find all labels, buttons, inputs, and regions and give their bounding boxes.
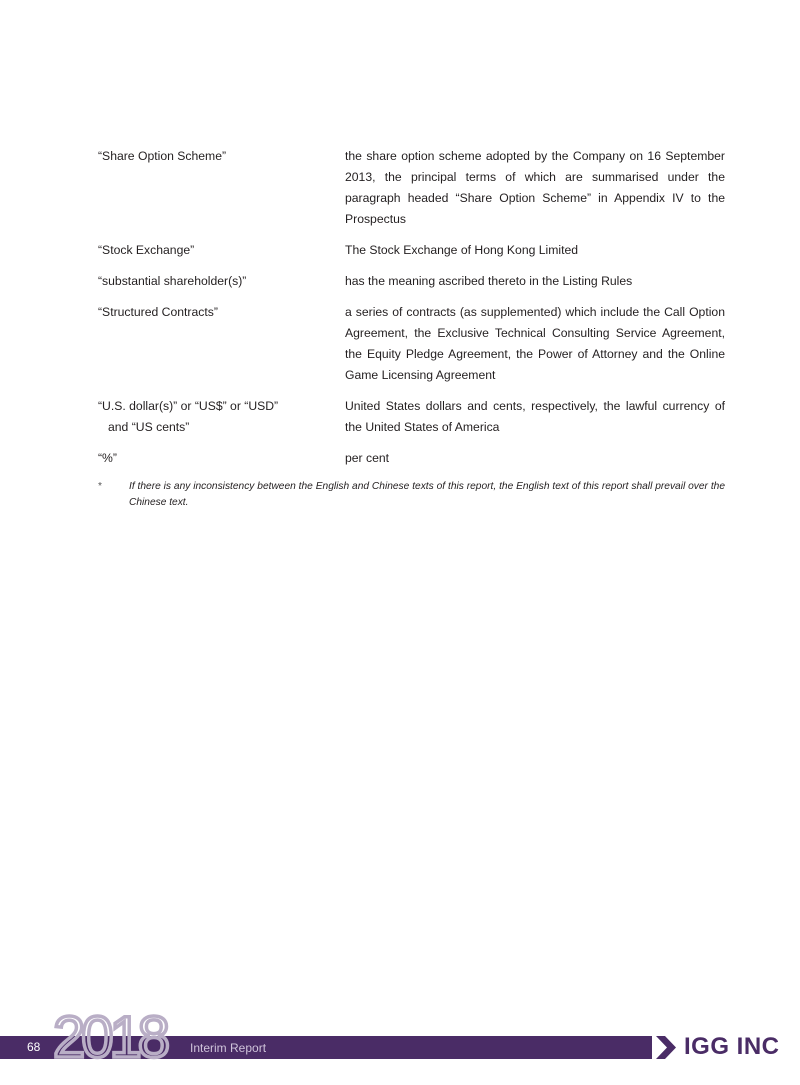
page-footer: [0, 1010, 800, 1070]
definition-text: a series of contracts (as supplemented) which include the Call Option Agreement, the Exclusive Technical Consulting Service Agreement, the Equity Pledge Agreement, the Power of Attorney and the Online Game Licensing Agreement: [345, 305, 725, 382]
definition-row: [98, 146, 725, 230]
term-line: “Structured Contracts”: [98, 305, 218, 319]
footnote-text: If there is any inconsistency between the English and Chinese texts of this report, the English text of this report shall prevail over the Chinese text.: [129, 481, 725, 508]
report-label: Interim Report: [190, 1041, 267, 1055]
page-number: 68: [27, 1040, 41, 1054]
footnote: [98, 479, 725, 511]
company-logo: IGG INC: [684, 1033, 780, 1060]
definition-text: per cent: [345, 451, 390, 465]
term-line: “U.S. dollar(s)” or “US$” or “USD”: [98, 399, 279, 413]
definition-text: United States dollars and cents, respectively, the lawful currency of the United States of America: [345, 399, 725, 434]
definition-row: [98, 240, 725, 261]
definition-text: The Stock Exchange of Hong Kong Limited: [345, 243, 579, 257]
term-line: “substantial shareholder(s)”: [98, 274, 247, 288]
term-line: and “US cents”: [108, 420, 190, 434]
chevron-right-icon: [656, 1036, 680, 1059]
definition-text: the share option scheme adopted by the Company on 16 September 2013, the principal terms of which are summarised under the paragraph headed “Share Option Scheme” in Appendix IV to the Prospectus: [345, 149, 725, 226]
definition-row: [98, 396, 725, 438]
definition-term: [98, 448, 345, 469]
definition-term: [98, 146, 345, 230]
definition-term: [98, 271, 345, 292]
definition-term: [98, 240, 345, 261]
year-graphic: [53, 1013, 188, 1061]
definition-row: [98, 302, 725, 386]
year-text: 2018: [53, 1013, 167, 1061]
definition-term: [98, 396, 345, 438]
definition-row: [98, 448, 725, 469]
definition-text: has the meaning ascribed thereto in the Listing Rules: [345, 274, 633, 288]
term-line: “Stock Exchange”: [98, 243, 195, 257]
definition-term: [98, 302, 345, 386]
footnote-marker: *: [98, 481, 102, 492]
term-line: “Share Option Scheme”: [98, 149, 227, 163]
term-line: “%”: [98, 451, 117, 465]
definitions-list: [98, 146, 725, 511]
definition-row: [98, 271, 725, 292]
